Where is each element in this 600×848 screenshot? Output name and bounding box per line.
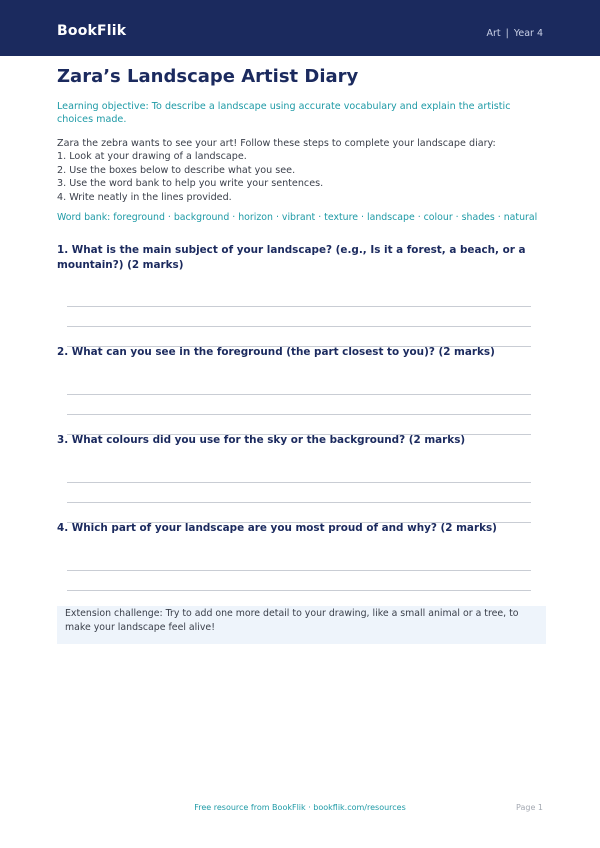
page-title: Zara’s Landscape Artist Diary bbox=[57, 66, 359, 87]
instructions bbox=[57, 137, 547, 204]
answer-line-q2-b[interactable] bbox=[67, 414, 531, 415]
subject-label: Art bbox=[486, 28, 501, 39]
extension-challenge-text: Extension challenge: Try to add one more detail to your drawing, like a small animal or a tree, to make your landscape feel alive! bbox=[65, 608, 519, 633]
question-2: 2. What can you see in the foreground (the part closest to you)? (2 marks) bbox=[57, 346, 495, 358]
brand-logo-text[interactable]: BookFlik bbox=[57, 23, 127, 39]
intro-text: Zara the zebra wants to see your art! Follow these steps to complete your landscape diary: bbox=[57, 138, 496, 149]
extension-challenge-box bbox=[57, 606, 546, 644]
page-number: Page 1 bbox=[516, 803, 543, 812]
answer-line-q1-b[interactable] bbox=[67, 326, 531, 327]
year-label: Year 4 bbox=[513, 28, 543, 39]
step-item: 2. Use the boxes below to describe what you see. bbox=[57, 164, 296, 176]
question-4: 4. Which part of your landscape are you most proud of and why? (2 marks) bbox=[57, 522, 497, 534]
answer-line-q3-a[interactable] bbox=[67, 482, 531, 483]
answer-line-q1-a[interactable] bbox=[67, 306, 531, 307]
answer-line-q4-a[interactable] bbox=[67, 570, 531, 571]
word-bank: Word bank: foreground · background · horizon · vibrant · texture · landscape · colour · shades · natural bbox=[57, 212, 538, 223]
footer-credit[interactable]: Free resource from BookFlik · bookflik.com/resources bbox=[194, 803, 406, 812]
step-item: 4. Write neatly in the lines provided. bbox=[57, 191, 232, 203]
answer-line-q3-b[interactable] bbox=[67, 502, 531, 503]
question-3: 3. What colours did you use for the sky or the background? (2 marks) bbox=[57, 434, 466, 446]
step-item: 3. Use the word bank to help you write your sentences. bbox=[57, 178, 324, 190]
steps-list bbox=[57, 150, 547, 204]
question-1: 1. What is the main subject of your landscape? (e.g., Is it a forest, a beach, or a mountain?) (2 marks) bbox=[57, 244, 526, 271]
learning-objective: Learning objective: To describe a landscape using accurate vocabulary and explain the artistic choices made. bbox=[57, 101, 511, 125]
meta-separator: | bbox=[505, 28, 509, 39]
answer-line-q2-a[interactable] bbox=[67, 394, 531, 395]
answer-line-q4-b[interactable] bbox=[67, 590, 531, 591]
subject-year-label bbox=[486, 28, 543, 39]
header-bar bbox=[0, 0, 600, 56]
step-item: 1. Look at your drawing of a landscape. bbox=[57, 151, 247, 163]
